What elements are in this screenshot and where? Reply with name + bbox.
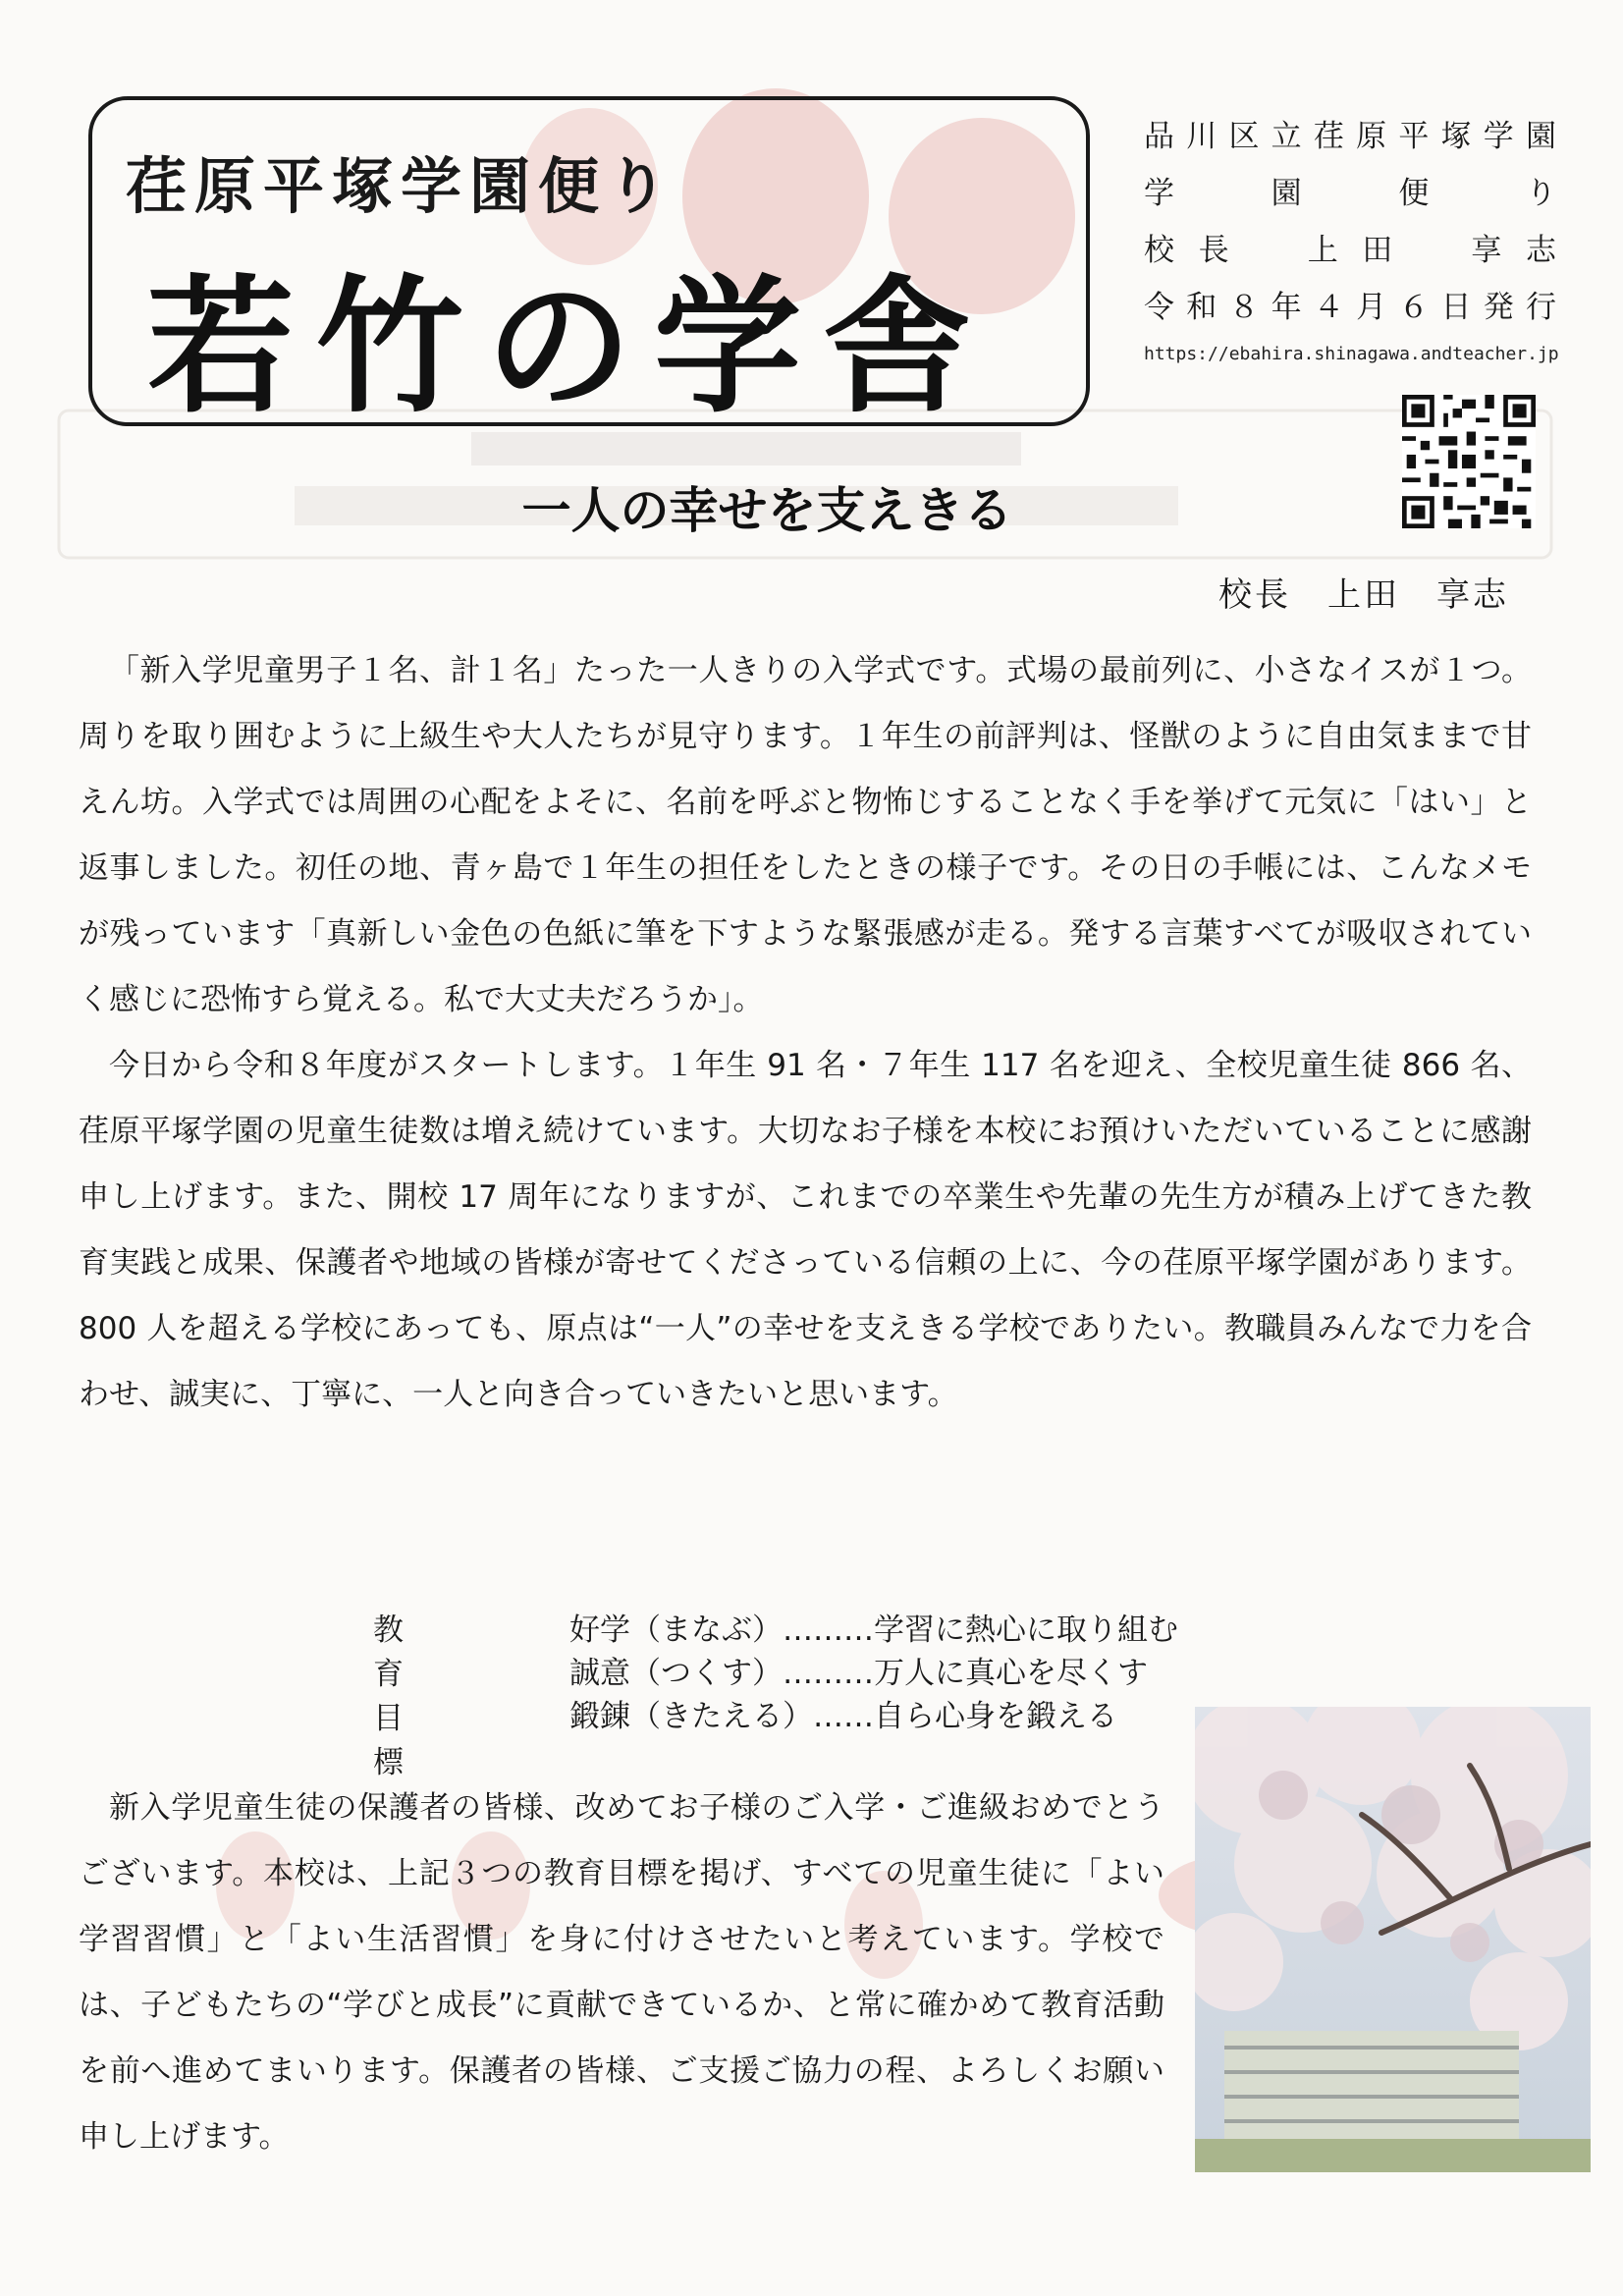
closing-section — [79, 1776, 1164, 2170]
goal-item: 誠意（つくす）………万人に真心を尽くす — [569, 1656, 1148, 1691]
article-headline: 一人の幸せを支えきる — [521, 482, 1013, 539]
goals-title: 教育目標 — [373, 1613, 404, 1780]
newsletter-title: 若竹の学舎 — [147, 260, 993, 433]
closing-paragraph: 新入学児童生徒の保護者の皆様、改めてお子様のご入学・ご進級おめでとうございます。本校は、上記３つの教育目標を掲げ、すべての児童生徒に「よい学習習慣」と「よい生活習慣」を身に付けさせたいと考えています。学校では、子どもたちの“学びと成長”に貢献できているか、と常に確かめて教育活動を前へ進めてまいります。保護者の皆様、ご支援ご協力の程、よろしくお願い申し上げます。 — [79, 1790, 1164, 2155]
publication-type: 学園便り — [1144, 176, 1556, 211]
principal-line: 校長 上田 享志 — [1144, 233, 1556, 268]
article-paragraph-2: 今日から令和８年度がスタートします。１年生 91 名・７年生 117 名を迎え、全校児童生徒 866 名、荏原平塚学園の児童生徒数は増え続けています。大切なお子様を本校にお預けいただいていることに感謝申し上げます。また、開校 17 周年になりますが、これまでの卒業生や先輩の先生方が積み上げてきた教育実践と成果、保護者や地域の皆様が寄せてくださっている信頼の上に、今の荏原平塚学園があります。800 人を超える学校にあっても、原点は“一人”の幸せを支えきる学校でありたい。教職員みんなで力を合わせ、誠実に、丁寧に、一人と向き合っていきたいと思います。 — [79, 1048, 1532, 1412]
article-body — [79, 638, 1532, 1428]
cherry-blossom-school-photo — [1195, 1707, 1591, 2172]
school-name: 品川区立荏原平塚学園 — [1144, 119, 1556, 154]
newsletter-subtitle: 荏原平塚学園便り — [126, 150, 676, 222]
publication-info — [1144, 108, 1559, 364]
goal-item: 鍛錬（きたえる）……自ら心身を鍛える — [569, 1699, 1117, 1734]
article-author: 校長 上田 享志 — [1218, 575, 1509, 615]
school-url[interactable]: https://ebahira.shinagawa.andteacher.jp — [1144, 344, 1559, 364]
goal-item: 好学（まなぶ）………学習に熱心に取り組む — [569, 1613, 1178, 1648]
article-paragraph-1: 「新入学児童男子１名、計１名」たった一人きりの入学式です。式場の最前列に、小さなイスが１つ。周りを取り囲むように上級生や大人たちが見守ります。１年生の前評判は、怪獣のように自由気ままで甘えん坊。入学式では周囲の心配をよそに、名前を呼ぶと物怖じすることなく手を挙げて元気に「はい」と返事しました。初任の地、青ヶ島で１年生の担任をしたときの様子です。その日の手帳には、こんなメモが残っています「真新しい金色の色紙に筆を下すような緊張感が走る。発する言葉すべてが吸収されていく感じに恐怖すら覚える。私で大丈夫だろうか」。 — [79, 653, 1532, 1017]
issue-date: 令和８年４月６日発行 — [1144, 290, 1556, 325]
